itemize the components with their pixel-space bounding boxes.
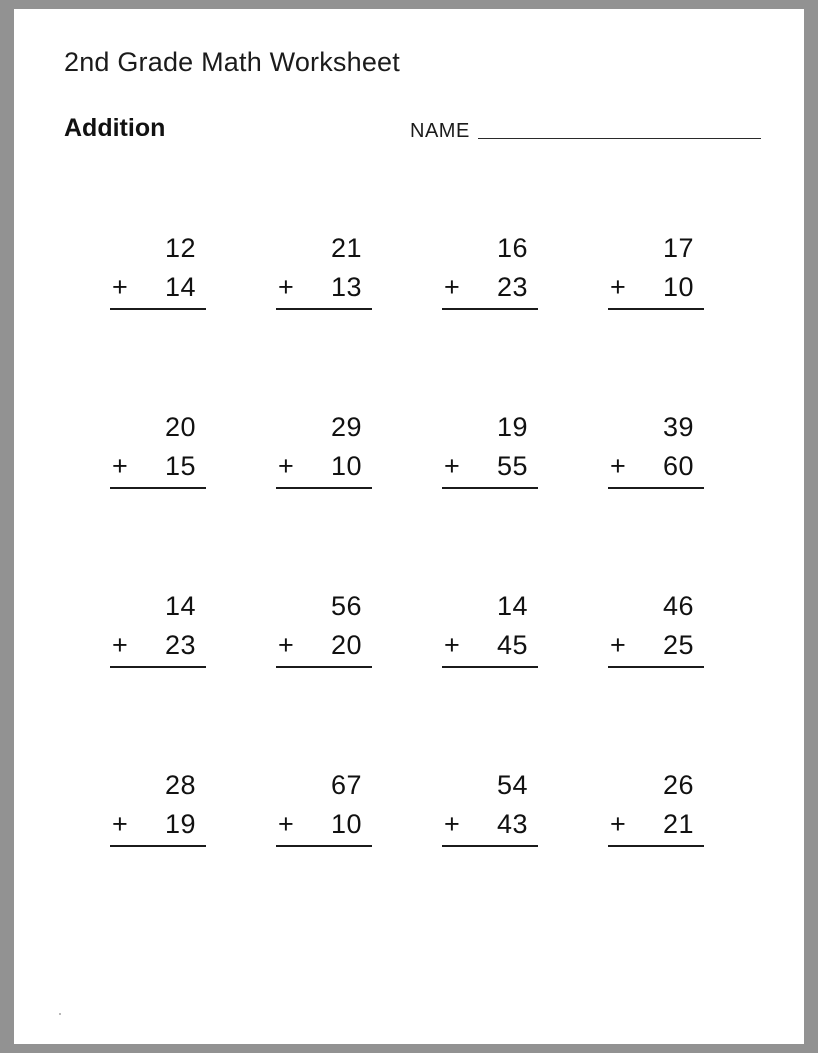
problem-body bbox=[276, 587, 372, 665]
problem-body bbox=[608, 408, 704, 486]
addend-top: 19 bbox=[496, 412, 528, 442]
name-label: NAME bbox=[410, 120, 470, 142]
addend-top: 54 bbox=[496, 770, 528, 800]
problem-body bbox=[608, 587, 704, 665]
plus-operator: + bbox=[112, 630, 129, 661]
problem-item bbox=[562, 766, 728, 945]
addend-bottom-row bbox=[608, 268, 704, 307]
problem-body bbox=[276, 229, 372, 307]
addend-bottom-row bbox=[442, 626, 538, 665]
plus-operator: + bbox=[610, 809, 627, 840]
problem-grid bbox=[64, 229, 764, 945]
page-title: 2nd Grade Math Worksheet bbox=[64, 47, 400, 77]
plus-operator: + bbox=[610, 451, 627, 482]
problem-item bbox=[562, 408, 728, 587]
addend-top: 21 bbox=[330, 233, 362, 263]
plus-operator: + bbox=[444, 809, 461, 840]
addend-bottom: 14 bbox=[164, 272, 196, 303]
addend-top: 16 bbox=[496, 233, 528, 263]
name-field-group bbox=[410, 121, 761, 141]
plus-operator: + bbox=[610, 630, 627, 661]
problem-body bbox=[442, 587, 538, 665]
addend-bottom-row bbox=[276, 805, 372, 844]
addend-bottom: 23 bbox=[164, 630, 196, 661]
addend-bottom-row bbox=[608, 805, 704, 844]
plus-operator: + bbox=[278, 272, 295, 303]
problem-item bbox=[396, 587, 562, 766]
name-input-line[interactable] bbox=[478, 138, 761, 139]
addend-bottom: 21 bbox=[662, 809, 694, 840]
answer-rule bbox=[276, 487, 372, 489]
problem-body bbox=[110, 587, 206, 665]
answer-rule bbox=[442, 666, 538, 668]
subject-heading: Addition bbox=[64, 114, 166, 142]
addend-top: 39 bbox=[662, 412, 694, 442]
plus-operator: + bbox=[112, 272, 129, 303]
addend-bottom-row bbox=[442, 447, 538, 486]
problem-body bbox=[110, 229, 206, 307]
answer-rule bbox=[442, 308, 538, 310]
addend-bottom: 60 bbox=[662, 451, 694, 482]
plus-operator: + bbox=[112, 809, 129, 840]
plus-operator: + bbox=[444, 272, 461, 303]
addend-top: 46 bbox=[662, 591, 694, 621]
problem-item bbox=[230, 766, 396, 945]
worksheet-page bbox=[14, 9, 804, 1044]
problem-body bbox=[442, 408, 538, 486]
plus-operator: + bbox=[610, 272, 627, 303]
addend-bottom-row bbox=[110, 268, 206, 307]
answer-rule bbox=[110, 666, 206, 668]
plus-operator: + bbox=[444, 451, 461, 482]
addend-bottom: 13 bbox=[330, 272, 362, 303]
addend-bottom: 19 bbox=[164, 809, 196, 840]
addend-top: 56 bbox=[330, 591, 362, 621]
problem-item bbox=[64, 766, 230, 945]
addend-bottom-row bbox=[608, 447, 704, 486]
problem-item bbox=[396, 408, 562, 587]
addend-bottom: 25 bbox=[662, 630, 694, 661]
problem-body bbox=[442, 766, 538, 844]
plus-operator: + bbox=[278, 630, 295, 661]
addend-bottom: 20 bbox=[330, 630, 362, 661]
addend-bottom-row bbox=[276, 626, 372, 665]
addend-top: 28 bbox=[164, 770, 196, 800]
problem-body bbox=[276, 408, 372, 486]
addend-top: 20 bbox=[164, 412, 196, 442]
addend-bottom: 43 bbox=[496, 809, 528, 840]
answer-rule bbox=[276, 666, 372, 668]
addend-bottom-row bbox=[442, 268, 538, 307]
addend-bottom-row bbox=[442, 805, 538, 844]
addend-bottom: 23 bbox=[496, 272, 528, 303]
answer-rule bbox=[442, 845, 538, 847]
problem-body bbox=[276, 766, 372, 844]
addend-bottom: 15 bbox=[164, 451, 196, 482]
answer-rule bbox=[442, 487, 538, 489]
problem-item bbox=[230, 408, 396, 587]
addend-top: 14 bbox=[164, 591, 196, 621]
addend-bottom-row bbox=[110, 626, 206, 665]
plus-operator: + bbox=[112, 451, 129, 482]
answer-rule bbox=[608, 666, 704, 668]
addend-top: 67 bbox=[330, 770, 362, 800]
answer-rule bbox=[608, 487, 704, 489]
page-corner-mark bbox=[59, 1013, 61, 1015]
addend-bottom-row bbox=[110, 805, 206, 844]
addend-bottom: 45 bbox=[496, 630, 528, 661]
problem-body bbox=[608, 766, 704, 844]
addend-bottom-row bbox=[110, 447, 206, 486]
answer-rule bbox=[110, 308, 206, 310]
addend-top: 17 bbox=[662, 233, 694, 263]
problem-item bbox=[562, 229, 728, 408]
addend-bottom: 55 bbox=[496, 451, 528, 482]
problem-body bbox=[608, 229, 704, 307]
problem-item bbox=[64, 229, 230, 408]
problem-item bbox=[396, 766, 562, 945]
addend-bottom: 10 bbox=[662, 272, 694, 303]
addend-bottom-row bbox=[276, 447, 372, 486]
problem-item bbox=[230, 229, 396, 408]
addend-bottom: 10 bbox=[330, 809, 362, 840]
problem-body bbox=[110, 766, 206, 844]
problem-item bbox=[562, 587, 728, 766]
problem-item bbox=[396, 229, 562, 408]
problem-item bbox=[64, 587, 230, 766]
problem-item bbox=[230, 587, 396, 766]
addend-top: 29 bbox=[330, 412, 362, 442]
problem-body bbox=[442, 229, 538, 307]
addend-top: 12 bbox=[164, 233, 196, 263]
plus-operator: + bbox=[444, 630, 461, 661]
addend-bottom-row bbox=[276, 268, 372, 307]
answer-rule bbox=[608, 845, 704, 847]
problem-item bbox=[64, 408, 230, 587]
addend-bottom-row bbox=[608, 626, 704, 665]
plus-operator: + bbox=[278, 809, 295, 840]
answer-rule bbox=[276, 308, 372, 310]
answer-rule bbox=[608, 308, 704, 310]
problem-body bbox=[110, 408, 206, 486]
answer-rule bbox=[110, 845, 206, 847]
plus-operator: + bbox=[278, 451, 295, 482]
answer-rule bbox=[110, 487, 206, 489]
answer-rule bbox=[276, 845, 372, 847]
addend-top: 26 bbox=[662, 770, 694, 800]
addend-top: 14 bbox=[496, 591, 528, 621]
addend-bottom: 10 bbox=[330, 451, 362, 482]
